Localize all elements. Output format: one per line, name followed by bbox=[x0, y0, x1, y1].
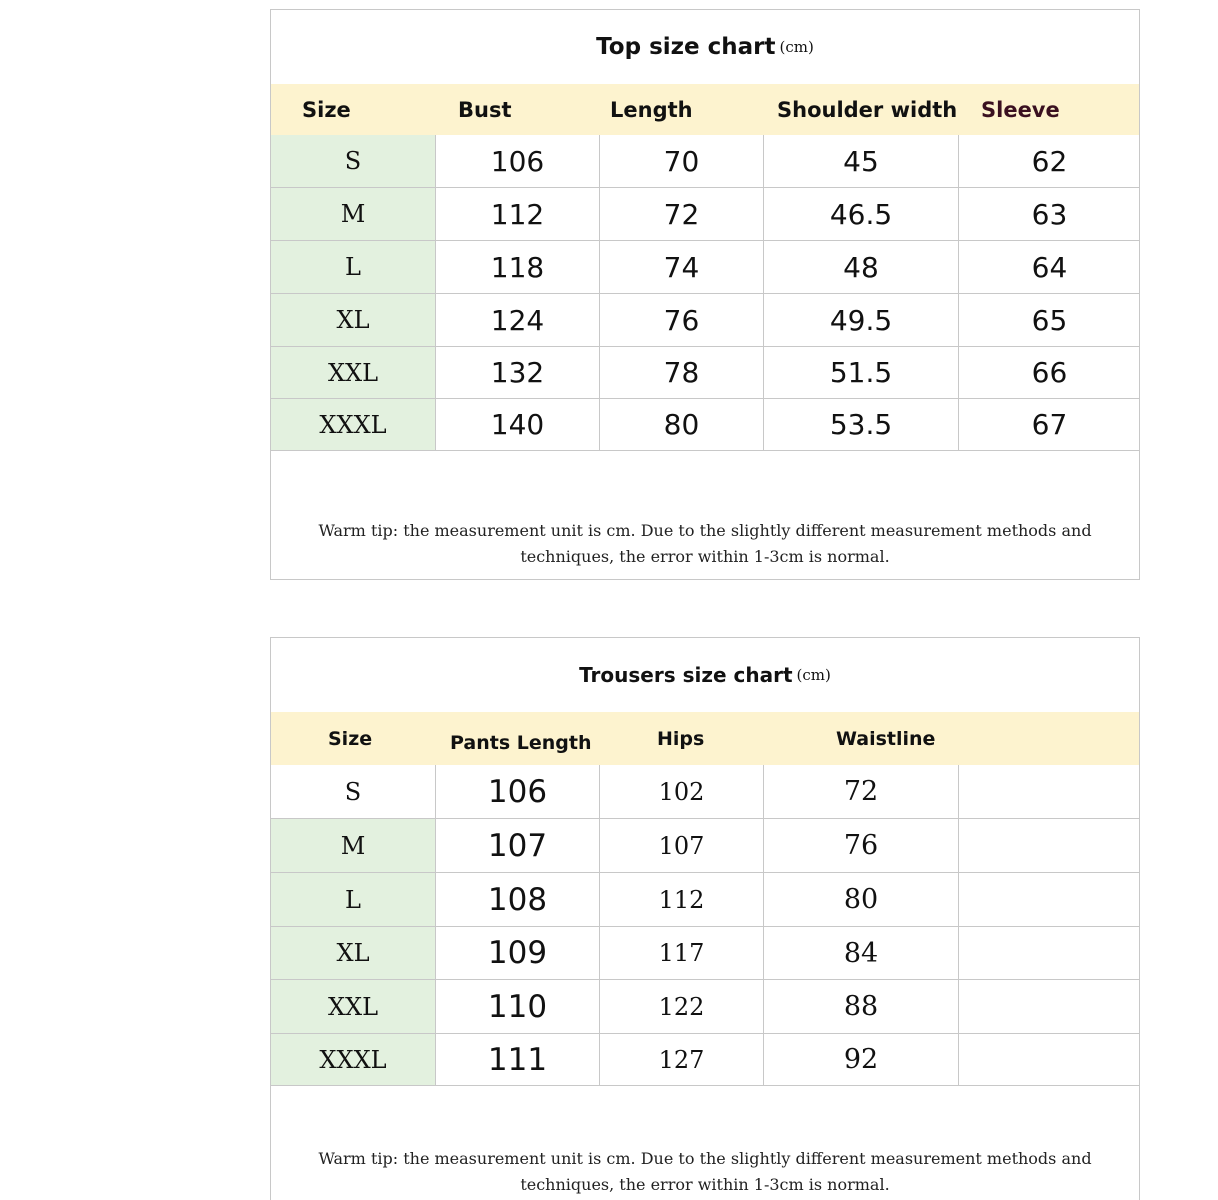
size-cell: S bbox=[271, 135, 436, 187]
table-row bbox=[271, 347, 1139, 399]
top-chart-title-bar bbox=[271, 10, 1139, 84]
empty-cell bbox=[959, 927, 1140, 979]
length-cell: 80 bbox=[600, 399, 764, 450]
hips-cell: 117 bbox=[600, 927, 764, 979]
size-cell: L bbox=[271, 873, 436, 926]
size-cell: XL bbox=[271, 927, 436, 979]
trousers-chart-rows bbox=[271, 765, 1139, 1086]
size-cell: M bbox=[271, 819, 436, 872]
shoulder-cell: 51.5 bbox=[764, 347, 959, 398]
waistline-cell: 84 bbox=[764, 927, 959, 979]
shoulder-cell: 46.5 bbox=[764, 188, 959, 240]
bust-cell: 106 bbox=[436, 135, 600, 187]
size-cell: XXXL bbox=[271, 399, 436, 450]
trousers-chart-warm-tip: Warm tip: the measurement unit is cm. Due to the slightly different measurement methods and techniques, the error within 1-3cm is normal. bbox=[318, 1149, 1092, 1194]
pants-length-cell: 107 bbox=[436, 819, 600, 872]
bust-cell: 118 bbox=[436, 241, 600, 293]
trousers-chart-header-row bbox=[271, 712, 1139, 765]
table-row bbox=[271, 765, 1139, 819]
top-chart-title: Top size chart bbox=[596, 34, 776, 60]
header-bust: Bust bbox=[458, 97, 512, 122]
pants-length-cell: 106 bbox=[436, 765, 600, 818]
bust-cell: 132 bbox=[436, 347, 600, 398]
size-cell: L bbox=[271, 241, 436, 293]
table-row bbox=[271, 241, 1139, 294]
sleeve-cell: 63 bbox=[1031, 197, 1068, 231]
header-hips: Hips bbox=[657, 727, 705, 750]
sleeve-cell: 66 bbox=[1031, 356, 1068, 389]
empty-cell bbox=[959, 1034, 1140, 1085]
header-sleeve: Sleeve bbox=[981, 97, 1060, 122]
length-cell: 78 bbox=[600, 347, 764, 398]
hips-cell: 127 bbox=[600, 1034, 764, 1085]
table-row bbox=[271, 399, 1139, 451]
empty-cell bbox=[959, 819, 1140, 872]
table-row bbox=[271, 1034, 1139, 1086]
size-cell: XXL bbox=[271, 347, 436, 398]
length-cell: 70 bbox=[600, 135, 764, 187]
trousers-chart-title: Trousers size chart bbox=[579, 663, 793, 687]
waistline-cell: 92 bbox=[764, 1034, 959, 1085]
waistline-cell: 76 bbox=[764, 819, 959, 872]
pants-length-cell: 111 bbox=[436, 1034, 600, 1085]
header-pants-length: Pants Length bbox=[450, 731, 592, 754]
bust-cell: 112 bbox=[436, 188, 600, 240]
trousers-chart-unit: (cm) bbox=[796, 666, 831, 684]
length-cell: 74 bbox=[600, 241, 764, 293]
size-cell: XXXL bbox=[271, 1034, 436, 1085]
bust-cell: 124 bbox=[436, 294, 600, 346]
table-row bbox=[271, 819, 1139, 873]
sleeve-cell: 67 bbox=[1031, 408, 1068, 441]
hips-cell: 112 bbox=[600, 873, 764, 926]
table-row bbox=[271, 294, 1139, 347]
hips-cell: 107 bbox=[600, 819, 764, 872]
sleeve-cell: 64 bbox=[1031, 250, 1068, 284]
header-size: Size bbox=[328, 727, 373, 750]
waistline-cell: 80 bbox=[764, 873, 959, 926]
table-row bbox=[271, 188, 1139, 241]
hips-cell: 122 bbox=[600, 980, 764, 1033]
size-cell: XL bbox=[271, 294, 436, 346]
shoulder-cell: 53.5 bbox=[764, 399, 959, 450]
shoulder-cell: 48 bbox=[764, 241, 959, 293]
shoulder-cell: 45 bbox=[764, 135, 959, 187]
size-cell: S bbox=[271, 765, 436, 818]
header-waistline: Waistline bbox=[836, 727, 936, 750]
header-length: Length bbox=[610, 97, 693, 122]
table-row bbox=[271, 927, 1139, 980]
top-chart-rows bbox=[271, 135, 1139, 451]
shoulder-cell: 49.5 bbox=[764, 294, 959, 346]
header-size: Size bbox=[302, 97, 351, 122]
empty-cell bbox=[959, 980, 1140, 1033]
top-chart-header-row bbox=[271, 84, 1139, 135]
pants-length-cell: 109 bbox=[436, 927, 600, 979]
trousers-chart-title-bar bbox=[271, 638, 1139, 712]
size-cell: M bbox=[271, 188, 436, 240]
size-cell: XXL bbox=[271, 980, 436, 1033]
empty-cell bbox=[959, 765, 1140, 818]
sleeve-cell: 62 bbox=[1031, 144, 1068, 178]
top-chart-warm-tip: Warm tip: the measurement unit is cm. Due to the slightly different measurement methods and techniques, the error within 1-3cm is normal. bbox=[318, 521, 1092, 566]
length-cell: 76 bbox=[600, 294, 764, 346]
empty-cell bbox=[959, 873, 1140, 926]
table-row bbox=[271, 980, 1139, 1034]
pants-length-cell: 110 bbox=[436, 980, 600, 1033]
table-row bbox=[271, 135, 1139, 188]
header-shoulder-width: Shoulder width bbox=[777, 97, 958, 122]
waistline-cell: 72 bbox=[764, 765, 959, 818]
hips-cell: 102 bbox=[600, 765, 764, 818]
trousers-size-chart bbox=[270, 637, 1140, 1200]
pants-length-cell: 108 bbox=[436, 873, 600, 926]
table-row bbox=[271, 873, 1139, 927]
waistline-cell: 88 bbox=[764, 980, 959, 1033]
length-cell: 72 bbox=[600, 188, 764, 240]
top-chart-unit: (cm) bbox=[779, 38, 814, 56]
sleeve-cell: 65 bbox=[1031, 303, 1068, 337]
bust-cell: 140 bbox=[436, 399, 600, 450]
top-size-chart bbox=[270, 9, 1140, 580]
